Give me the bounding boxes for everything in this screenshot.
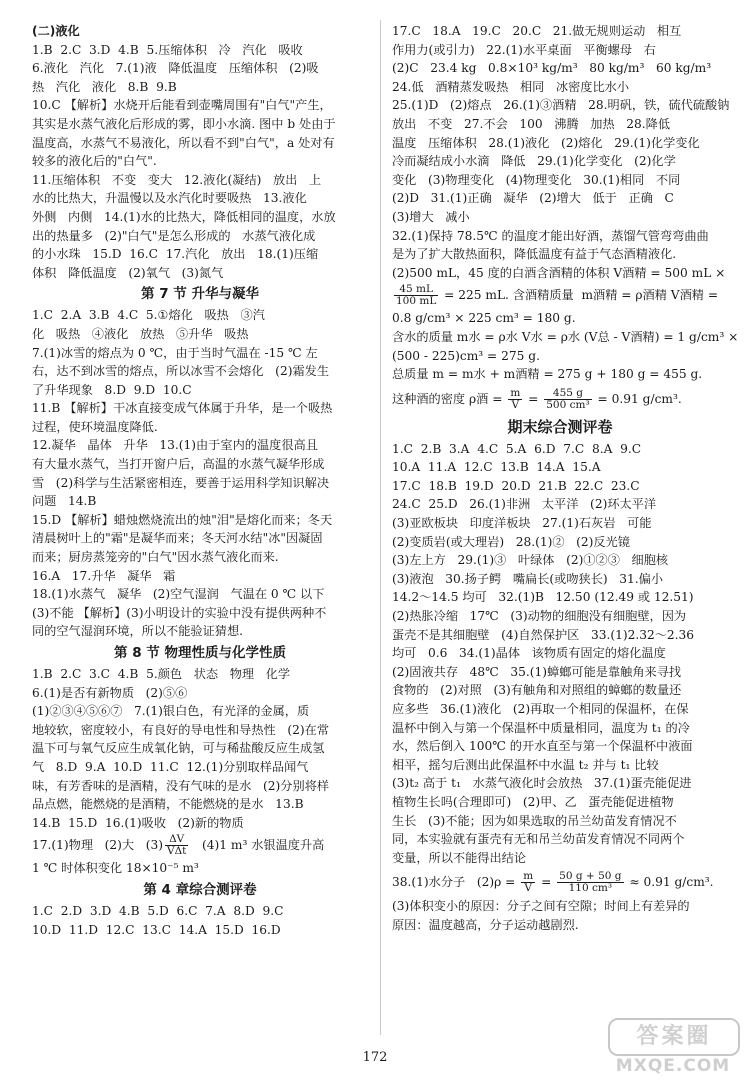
answer-line: 同，本实验就有蛋壳有无和吊兰幼苗发育情况不同两个 [392, 832, 685, 847]
answer-line: 1.C 2.A 3.B 4.C 5.①熔化 吸热 ③汽 [32, 308, 265, 323]
answer-line: 雪 (2)科学与生活紧密相连，要善于运用科学知识解决 [32, 475, 330, 490]
answer-line: (2)变质岩(或大理岩) 28.(1)② (2)反光镜 [392, 534, 630, 549]
answer-text: 这种酒的密度 ρ酒 = [392, 391, 507, 406]
answer-line: 1.C 2.D 3.D 4.B 5.D 6.C 7.A 8.D 9.C [32, 903, 284, 918]
answer-line: 较多的液化后的"白气". [32, 154, 157, 169]
answer-line: 水，然后倒入 100℃ 的开水直至与第一个保温杯中液面 [392, 739, 693, 754]
answer-line: 15.D 【解析】蜡烛燃烧流出的烛"泪"是熔化而来；冬天 [32, 512, 333, 527]
answer-line: 24.C 25.D 26.(1)非洲 太平洋 (2)环太平洋 [392, 497, 657, 512]
fraction-numerator: m [510, 386, 521, 399]
fraction-denominator: VΔt [166, 845, 187, 858]
answer-text: = [524, 391, 543, 406]
answer-line: (2)热胀冷缩 17℃ (3)动物的细胞没有细胞壁，因为 [392, 609, 687, 624]
answer-line: 10.A 11.A 12.C 13.B 14.A 15.A [392, 460, 601, 475]
watermark-seal: 答案圈 [608, 1018, 740, 1056]
answer-line: 植物生长吗(合理即可) (2)甲、乙 蛋壳能促进植物 [392, 794, 674, 809]
answer-line: 1.C 2.B 3.A 4.C 5.A 6.D 7.C 8.A 9.C [392, 441, 642, 456]
answer-line: 放出 不变 27.不会 100 沸腾 加热 28.降低 [392, 116, 671, 131]
answer-line: 25.(1)D (2)熔点 26.(1)③酒精 28.明矾，铁，硫代硫酸钠 [392, 98, 730, 113]
answer-line: 17.C 18.B 19.D 20.D 21.B 22.C 23.C [392, 478, 640, 493]
answer-line: 化 吸热 ④液化 放热 ⑤升华 吸热 [32, 326, 249, 341]
answer-line: 1.B 2.C 3.C 4.B 5.颜色 状态 物理 化学 [32, 667, 291, 681]
answer-text: = [537, 875, 556, 890]
answer-line: 味，有芳香味的是酒精，没有气味的是水 (2)分别将样 [32, 778, 330, 793]
fraction-numerator: m [523, 870, 534, 883]
answer-line: 相平，摇匀后测出此保温杯中水温 t₂ 并与 t₁ 比较 [392, 757, 659, 772]
answer-text: 17.(1)物理 (2)大 (3) [32, 838, 163, 853]
subsection-heading: (二)液化 [32, 24, 80, 38]
answer-line [32, 832, 368, 859]
answer-line: 热 汽化 液化 8.B 9.B [32, 79, 177, 94]
answer-line: 0.8 g/cm³ × 225 cm³ = 180 g. [392, 311, 576, 326]
answer-line: 11.压缩体积 不变 变大 12.液化(凝结) 放出 上 [32, 172, 322, 187]
answer-line: 总质量 m = m水 + m酒精 = 275 g + 180 g = 455 g. [392, 367, 703, 382]
fraction-denominator: V [511, 398, 520, 411]
section-title: 第 8 节 物理性质与化学性质 [114, 645, 286, 661]
answer-line: 1 ℃ 时体积变化 18×10⁻⁵ m³ [32, 861, 199, 876]
answer-line: 地较软，密度较小，有良好的导电性和导热性 (2)在常 [32, 722, 330, 737]
watermark-logo [608, 1018, 738, 1076]
answer-line: 温度 压缩体积 28.(1)液化 (2)熔化 29.(1)化学变化 [392, 135, 700, 150]
answer-line: 而来；厨房蒸笼旁的"白气"因水蒸气液化而来. [32, 550, 279, 565]
answer-line: (2)D 31.(1)正确 凝华 (2)增大 低于 正确 C [392, 191, 674, 206]
answer-line: (2)500 mL，45 度的白酒含酒精的体积 V酒精 = 500 mL × [392, 265, 726, 280]
answer-text: = 0.91 g/cm³. [593, 391, 682, 406]
answer-line: 冷而凝结成小水滴 降低 29.(1)化学变化 (2)化学 [392, 154, 676, 169]
answer-line: (3)液泡 30.扬子鳄 嘴扁长(或吻狭长) 31.偏小 [392, 571, 664, 586]
fraction-numerator: 45 mL [394, 284, 438, 296]
answer-line: 应多些 36.(1)液化 (2)再取一个相同的保温杯，在保 [392, 702, 689, 716]
answer-line: 水的比热大，升温慢以及水汽化时要吸热 13.液化 [32, 191, 307, 206]
answer-line: 食物的 (2)对照 (3)有触角和对照组的蟑螂的数量还 [392, 683, 682, 698]
answer-line: (2)C 23.4 kg 0.8×10³ kg/m³ 80 kg/m³ 60 kg/m³ [392, 61, 712, 76]
watermark-url: MXQE.COM [615, 1056, 731, 1076]
fraction [521, 871, 535, 894]
answer-text: = 225 mL. 含酒精质量 m酒精 = ρ酒精 V酒精 = [440, 288, 719, 303]
answer-line: 的小水珠 15.D 16.C 17.汽化 放出 18.(1)压缩 [32, 247, 319, 262]
answer-line: 蛋壳不是其细胞壁 (4)自然保护区 33.(1)2.32～2.36 [392, 627, 695, 642]
section-title: 第 4 章综合测评卷 [143, 881, 257, 898]
answer-line: 变化 (3)物理变化 (4)物理变化 30.(1)相同 不同 [392, 172, 681, 187]
fraction-denominator: 110 cm³ [568, 882, 613, 895]
column-divider [380, 20, 381, 1035]
answer-line: 10.D 11.D 12.C 13.C 14.A 15.D 16.D [32, 922, 281, 937]
answer-line: 变量，所以不能得出结论 [392, 850, 527, 865]
answer-line: 均可 0.6 34.(1)晶体 该物质有固定的熔化温度 [392, 646, 666, 661]
answer-column-left [32, 22, 368, 939]
answer-line: 32.(1)保持 78.5℃ 的温度才能出好酒，蒸馏气管弯弯曲曲 [392, 228, 709, 243]
answer-line: (3)亚欧板块 印度洋板块 27.(1)石灰岩 可能 [392, 516, 652, 531]
answer-line: (3)t₂ 高于 t₁ 水蒸气液化时会放热 37.(1)蛋壳能促进 [392, 776, 692, 791]
answer-line: 温杯中倒入与第一个保温杯中质量相同，温度为 t₁ 的冷 [392, 720, 690, 735]
answer-line [392, 384, 728, 414]
answer-line: 14.B 15.D 16.(1)吸收 (2)新的物质 [32, 815, 244, 830]
answer-line: 10.C 【解析】水烧开后能看到壶嘴周围有"白气"产生， [32, 98, 332, 113]
answer-line: (500 - 225)cm³ = 275 g. [392, 348, 540, 363]
answer-line: 7.(1)冰雪的熔点为 0 ℃，由于当时气温在 -15 ℃ 左 [32, 345, 318, 360]
answer-line: 14.2～14.5 均可 32.(1)B 12.50 (12.49 或 12.51) [392, 590, 694, 605]
answer-line: 作用力(或引力) 22.(1)水平桌面 平衡螺母 右 [392, 42, 656, 57]
fraction-denominator: 100 mL [396, 295, 437, 308]
fraction [544, 388, 591, 411]
fraction-numerator: ΔV [165, 834, 188, 846]
answer-line: 温度高，水蒸气不易液化，所以看不到"白气"，a 处对有 [32, 135, 335, 150]
answer-line: (3)体积变小的原因：分子之间有空隙；时间上有差异的 [392, 899, 690, 914]
fraction [557, 871, 623, 894]
answer-line: 体积 降低温度 (2)氧气 (3)氮气 [32, 265, 224, 280]
answer-line: 出的热量多 (2)"白气"是怎么形成的 水蒸气液化成 [32, 228, 316, 243]
answer-line: (3)左上方 29.(1)③ 叶绿体 (2)①②③ 细胞核 [392, 553, 669, 568]
answer-line: 16.A 17.升华 凝华 霜 [32, 568, 176, 583]
answer-text: 38.(1)水分子 (2)ρ = [392, 875, 520, 890]
page-number: 172 [362, 1050, 388, 1065]
answer-line: 原因：温度越高，分子运动越剧烈. [392, 917, 579, 932]
answer-line: 6.(1)是否有新物质 (2)⑤⑥ [32, 685, 188, 700]
answer-line: 有大量水蒸气，当打开窗户后，高温的水蒸气凝华形成 [32, 457, 325, 472]
answer-line: 过程，使环境温度降低. [32, 419, 158, 434]
answer-text: ≈ 0.91 g/cm³. [625, 875, 714, 890]
answer-text: (4)1 m³ 水银温度升高 [190, 838, 325, 853]
answer-line: 同的空气湿润环境，所以不能验证猜想. [32, 624, 244, 639]
answer-line [392, 867, 728, 897]
answer-line: (1)②③④⑤⑥⑦ 7.(1)银白色，有光泽的金属，质 [32, 704, 310, 719]
answer-line: 气 8.D 9.A 10.D 11.C 12.(1)分别取样品闻气 [32, 759, 309, 774]
answer-line: 温下可与氧气反应生成氧化钠，可与稀盐酸反应生成氢 [32, 741, 325, 756]
answer-line: 其实是水蒸气液化后形成的雾，即小水滴. 图中 b 处由于 [32, 116, 336, 131]
section-title: 期末综合测评卷 [507, 417, 613, 436]
fraction-denominator: V [524, 882, 533, 895]
answer-line: 清晨树叶上的"霜"是凝华而来；冬天河水结"冰"因凝固 [32, 531, 323, 546]
answer-line: (2)固液共存 48℃ 35.(1)蟑螂可能是靠触角来寻找 [392, 664, 682, 679]
answer-line: 是为了扩大散热面积，降低温度有益于气态酒精液化. [392, 247, 677, 262]
fraction [508, 388, 522, 411]
answer-line: 含水的质量 m水 = ρ水 V水 = ρ水 (V总 - V酒精) = 1 g/cm³ × [392, 329, 739, 344]
fraction-numerator: 455 g [544, 388, 591, 400]
answer-line: 问题 14.B [32, 494, 97, 509]
answer-line: 11.B 【解析】干冰直接变成气体属于升华，是一个吸热 [32, 401, 333, 416]
fraction-denominator: 500 cm³ [546, 398, 590, 411]
answer-line: 1.B 2.C 3.D 4.B 5.压缩体积 冷 汽化 吸收 [32, 42, 303, 57]
answer-line: 生长 (3)不能；因为如果选取的吊兰幼苗发育情况不 [392, 813, 677, 828]
answer-line: 了升华现象 8.D 9.D 10.C [32, 382, 192, 397]
answer-line: 24.低 酒精蒸发吸热 相同 冰密度比水小 [392, 79, 630, 94]
answer-line: 右，达不到冰雪的熔点，所以冰雪不会熔化 (2)霜发生 [32, 364, 330, 379]
answer-line: (3)增大 减小 [392, 209, 470, 224]
answer-line: (3)不能 【解析】(3)小明设计的实验中没有提供两种不 [32, 605, 327, 620]
answer-line: 外侧 内侧 14.(1)水的比热大，降低相同的温度，水放 [32, 209, 336, 224]
section-title: 第 7 节 升华与凝华 [141, 286, 259, 303]
fraction [394, 284, 438, 307]
fraction-numerator: 50 g + 50 g [559, 870, 622, 883]
answer-line: 6.液化 汽化 7.(1)液 降低温度 压缩体积 (2)吸 [32, 61, 319, 76]
fraction [165, 834, 188, 857]
answer-line: 12.凝华 晶体 升华 13.(1)由于室内的温度很高且 [32, 438, 318, 453]
answer-line [392, 282, 728, 309]
answer-column-right [392, 22, 739, 935]
answer-line: 18.(1)水蒸气 凝华 (2)空气湿润 气温在 0 ℃ 以下 [32, 587, 325, 602]
answer-line: 品点燃，能燃烧的是酒精，不能燃烧的是水 13.B [32, 797, 304, 812]
answer-line: 17.C 18.A 19.C 20.C 21.做无规则运动 相互 [392, 24, 682, 38]
